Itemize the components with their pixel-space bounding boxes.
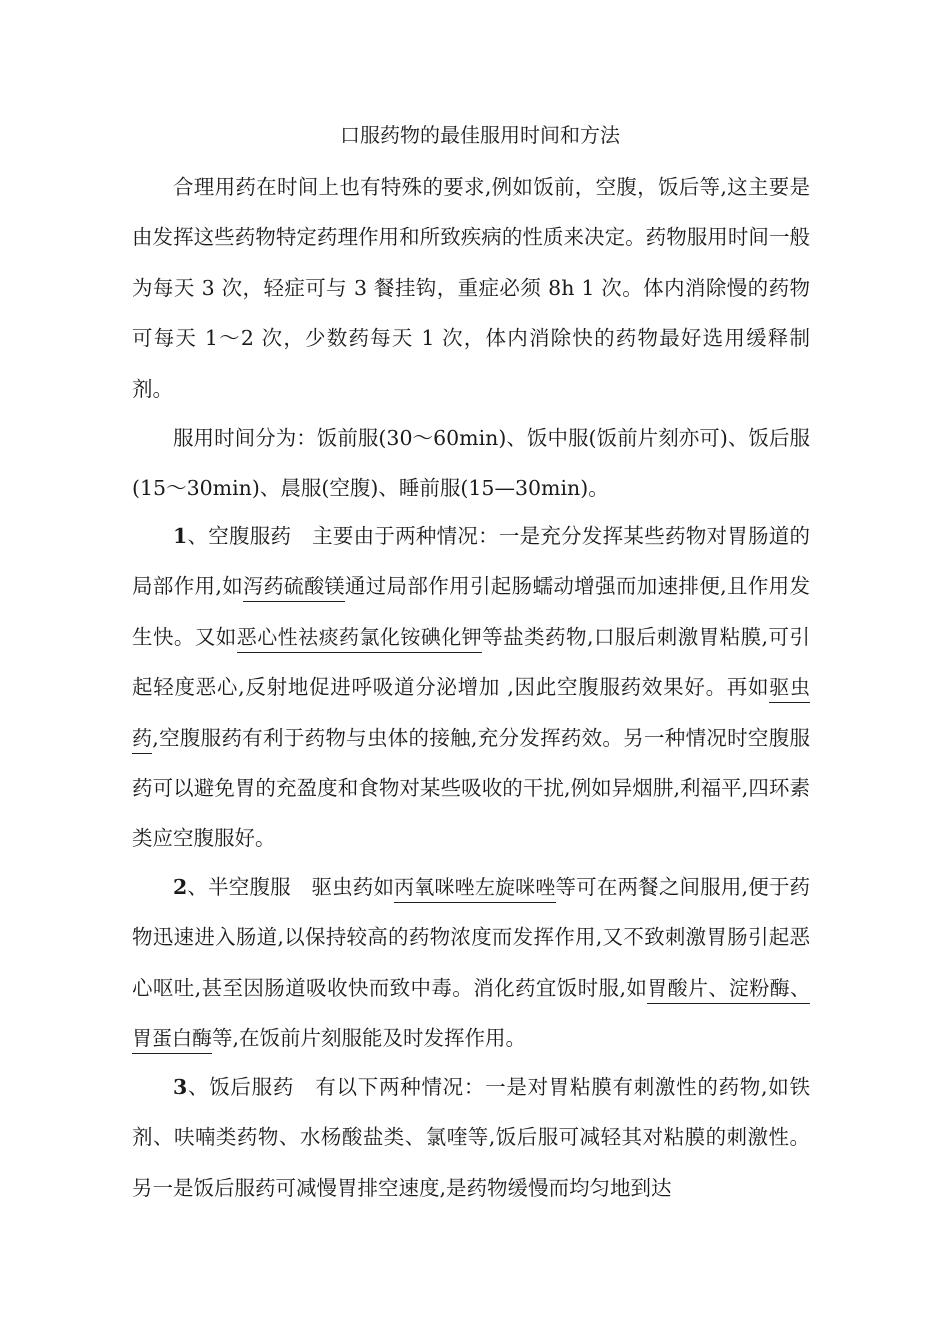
text-segment: 等,在饭前片刻服能及时发挥作用。 [212, 1026, 527, 1051]
underlined-drug-name: 泻药硫酸镁 [243, 574, 345, 602]
paragraph-intro: 合理用药在时间上也有特殊的要求,例如饭前，空腹，饭后等,这主要是由发挥这些药物特定药理作用和所致疾病的性质来决定。药物服用时间一般为每天 3 次，轻症可与 3 餐挂钩，重症必须 8h 1 次。体内消除慢的药物可每天 1～2 次，少数药每天 1 次，体内消除快的药物最好选用缓释制剂。 [132, 175, 810, 401]
text-segment: 等可在两餐之间服用,便于药物迅速进入肠道,以保持较高的药物浓度而发挥作用,又不致刺激胃肠引起恶心呕吐,甚至因肠道吸收快而致中毒。消化药宜饭时服,如 [132, 875, 811, 1000]
underlined-drug-name: 胃酸片、淀粉酶、胃蛋白酶 [132, 976, 810, 1054]
document-title: 口服药物的最佳服用时间和方法 [340, 123, 620, 147]
text-segment: 、饭后服药 有以下两种情况：一是对胃粘膜有刺激性的药物,如铁剂、呋喃类药物、水杨酸盐类、氯喹等,饭后服可减轻其对粘膜的刺激性。另一是饭后服药可减慢胃排空速度,是药物缓慢而均匀地到达 [132, 1075, 810, 1200]
text-segment: 、半空腹服 驱虫药如 [187, 875, 395, 899]
paragraph-after-meal [132, 1062, 810, 1213]
underlined-drug-name: 恶心性祛痰药氯化铵 [237, 625, 421, 653]
text-segment: 等盐类药物,口服后刺激胃粘膜,可引起轻度恶心,反射地促进呼吸道分泌增加 ,因此空腹服药效果好。再如 [132, 624, 810, 700]
underlined-drug-name: 驱虫药 [132, 675, 810, 753]
section-number: 2 [173, 875, 188, 899]
section-number: 3 [173, 1075, 188, 1099]
underlined-drug-name: 碘化钾 [421, 625, 482, 653]
paragraph-semi-empty-stomach [132, 862, 810, 1064]
text-segment: ,空腹服药有利于药物与虫体的接触,充分发挥药效。另一种情况时空腹服药可以避免胃的充盈度和食物对某些吸收的干扰,例如异烟肼,利福平,四环素类应空腹服好。 [132, 725, 811, 851]
paragraph-timing-categories: 服用时间分为：饭前服(30～60min)、饭中服(饭前片刻亦可)、饭后服(15～30min)、晨服(空腹)、睡前服(15—30min)。 [132, 426, 810, 501]
text-segment: 、空腹服药 主要由于两种情况：一是充分发挥某些药物对胃肠道的局部作用,如 [132, 524, 810, 599]
section-number: 1 [173, 524, 188, 548]
underlined-drug-name: 丙氧咪唑 [394, 875, 475, 903]
text-segment: 通过局部作用引起肠蠕动增强而加速排便,且作用发生快。又如 [132, 574, 811, 649]
paragraph-empty-stomach [132, 511, 810, 864]
underlined-drug-name: 左旋咪唑 [475, 875, 556, 903]
